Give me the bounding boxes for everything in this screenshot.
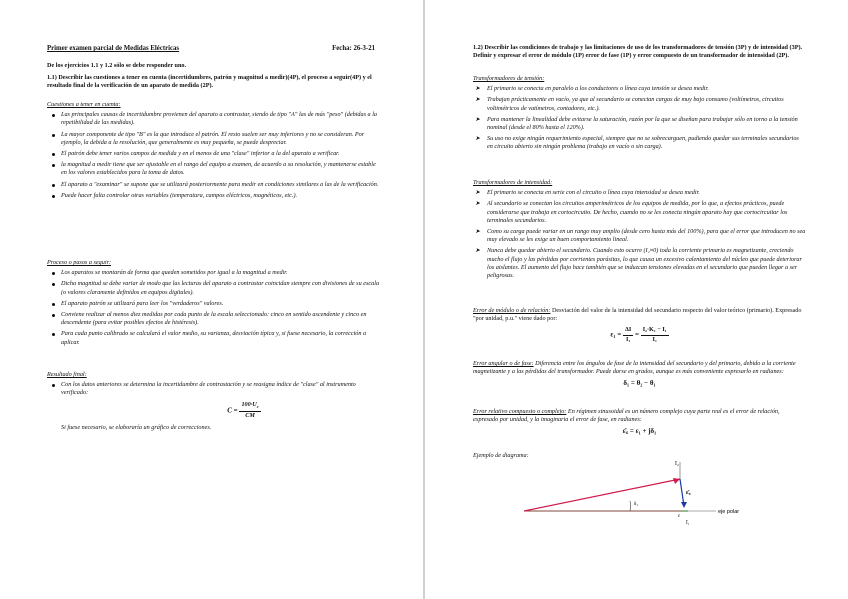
tension-list <box>473 85 806 151</box>
error-modulo-block <box>473 307 806 347</box>
formula-lhs: C = <box>227 406 238 415</box>
eq-compuesto: ε̄꜀ = ε₁ + jδ₁ <box>622 427 657 436</box>
label-delta: δ₁ <box>634 502 639 507</box>
list-item: ➤ Al secundario se conectan los circuitos amperimétricos de los equipos de medida, por lo que, a efectos prácticos, puede considerarse que trabaja en cortocircuito. De hecho, cuando no se les conecta ningún aparato hay que cortocircuitar los terminales secundarios. <box>473 200 806 225</box>
exam-title: Primer examen parcial de Medidas Eléctricas <box>47 45 180 52</box>
eq-f2-den: I₁ <box>652 335 657 343</box>
eq-f1-num: ΔI <box>623 326 633 335</box>
error-fase-title: Error angular o de fase: <box>473 360 534 367</box>
resultado-list <box>47 381 381 397</box>
section-cuestiones <box>47 98 381 203</box>
error-fase-text: Diferencia entre los ángulos de fase de la intensidad del secundario y del primario, debido a la corriente magnetizante y a las pérdidas del transformador. Puede darse en grados, aunque es más conveniente expresarlo en radianes: <box>473 360 796 376</box>
formula-fraction <box>239 401 260 421</box>
eq-modulo-frac2 <box>641 326 669 343</box>
list-item: El patrón debe tener varios campos de medida y en el menos de una "clase" inferior a la del aparato a verificar. <box>47 150 381 158</box>
phasor-i2 <box>524 479 680 511</box>
section-resultado <box>47 368 381 432</box>
list-item: ➤ Como su carga puede variar en un rango muy amplio (desde cero hasta más del 100%), para que el error que introducen no sea muy elevado se les exige un buen comportamiento lineal. <box>473 228 806 244</box>
phasor-epsc <box>680 479 684 506</box>
list-item: ➤ Para mantener la linealidad debe evitarse la saturación, razón por la que se diseñan para trabajar sólo en torno a la tensión nominal (desde el 80% hasta el 120%). <box>473 116 806 132</box>
list-item: Para cada punto calibrado se calculará el valor medio, su varianza, desviación típica y, si fuese necesario, la corrección a aplicar. <box>47 330 381 346</box>
section-cuestiones-title: Cuestiones a tener en cuenta: <box>47 101 121 108</box>
eq-modulo-frac1 <box>623 326 633 343</box>
intensidad-list <box>473 189 806 280</box>
error-compuesto-title: Error relativo compuesto o complejo: <box>473 408 567 415</box>
list-item: Con los datos anteriores se determina la incertidumbre de contrastación y se reasigna índice de "clase" al instrumento verificado: <box>47 381 381 397</box>
list-item: la magnitud a medir tiene que ser ajustable en el rango del equipo a examen, de acuerdo a su resolución, y mantenerse estable en los valores establecidos para la toma de datos. <box>47 161 381 177</box>
left-page <box>0 0 423 599</box>
list-item: ➤ Nunca debe quedar abierto el secundario. Cuando esto ocurre (I₂≈0) toda la corriente primaria es magnetizante, creciendo mucho el flujo y las pérdidas por corrientes parásitas, lo que causa un excesivo calentamiento del núcleo que puede deteriorar los aislantes. El aumento del flujo hace también que se induzcan tensiones elevadas en el secundario que pueden llegar a ser peligrosas. <box>473 247 806 280</box>
section-proceso-title: Proceso o pasos a seguir: <box>47 259 112 266</box>
eq-modulo: ε₁ = $\frac{\Delta I}{\text{I₁}}$ = $\frac{\text{I₂·K₁ − I₁}}{\text{I₁}}$ <box>610 326 667 343</box>
list-item: Dicha magnitud se debe variar de modo que las lecturas del aparato a contrastar coincidan siempre con divisiones de su escala (o valores claramente definidos en equipos digitales). <box>47 280 381 296</box>
list-item: Conviene realizar al menos diez medidas por cada punto de la escala seleccionado: cinco en sentido ascendente y cinco en descendente (para evitar posibles efectos de histéresis). <box>47 311 381 327</box>
diagram-title: Ejemplo de diagrama: <box>473 452 529 459</box>
section-resultado-title: Resultado final: <box>47 371 87 378</box>
phasor-epsc-arrowhead <box>681 502 687 508</box>
instruction: De los ejercicios 1.1 y 1.2 sólo se debe responder uno. <box>47 62 187 69</box>
eq-f1-den: I₁ <box>625 335 631 343</box>
section-proceso <box>47 256 381 350</box>
section-tension <box>473 72 806 155</box>
formula-den: CM <box>245 412 255 420</box>
list-item: El aparato patrón se utilizará para leer los "verdaderos" valores. <box>47 300 381 308</box>
eq-fase: δ₁ = θ₂ − θ₁ <box>623 379 656 388</box>
list-item: Las principales causas de incertidumbre provienen del aparato a contrastar, siendo de tipo "A" las de más "peso" (debidas a la repetibilidad de las medidas). <box>47 111 381 127</box>
error-modulo-title: Error de módulo o de relación: <box>473 307 551 314</box>
list-item: ➤ Su uso no exige ningún requerimiento especial, siempre que no se sobrecarguen, pudiendo quedar sus terminales secundarios en circuito abierto sin ningún problema (trabajo en vacío o sin carga). <box>473 135 806 151</box>
error-modulo-text: Desviación del valor de la intensidad del secundario respecto del valor teórico (primario). Expresado "por unidad, p.u." viene dado por: <box>473 307 802 323</box>
error-compuesto-text: En régimen sinusoidal es un número complejo cuya parte real es el error de relación, expresado por unidad, y la imaginaria el error de fase, en radianes: <box>473 408 780 424</box>
eq-modulo-lhs: ε₁ = <box>610 330 622 339</box>
eq-f2-num: I₂·K₁ − I₁ <box>641 326 669 335</box>
exam-header <box>47 45 375 52</box>
question-1-2: 1.2) Describir las condiciones de trabajo y las limitaciones de uso de los transformadores de tensión (3P) y de intensidad (3P). Definir y expresar el error de módulo (1P) error de fase (1P) y error compuesto de un transformador de intensidad (2P). <box>473 44 803 60</box>
phasor-diagram <box>510 458 770 528</box>
section-intensidad <box>473 176 806 283</box>
formula-num: 100·U <box>241 400 257 408</box>
section-intensidad-title: Transformadores de intensidad: <box>473 179 553 186</box>
label-eps: ε <box>678 514 681 519</box>
phasor-i2-arrowhead <box>673 478 680 484</box>
list-item: La mayor componente de tipo "B" es la que introduce el patrón. El resto suelen ser muy inferiores y no se consideran. Por ejemplo, la debida a la resolución, que generalmente es muy pequeña, se puede despreciar. <box>47 131 381 147</box>
label-i1: Ī₁ <box>686 521 690 526</box>
list-item: Los aparatos se montarán de forma que queden sometidos por igual a la magnitud a medir. <box>47 269 381 277</box>
list-item: El aparato a "examinar" se supone que se utilizará posteriormente para medir en condiciones similares a las de la verificación. <box>47 181 381 189</box>
list-item: ➤ El primario se conecta en serie con el circuito o línea cuya intensidad se desea medir. <box>473 189 806 197</box>
exam-date: Fecha: 26-3-21 <box>332 45 375 52</box>
label-epsc: ε̄꜀ <box>686 490 691 496</box>
formula-num-sub: c <box>256 403 259 409</box>
list-item: Puede hacer falta controlar otras variables (temperatura, campos eléctricos, magnéticos, etc.). <box>47 192 381 200</box>
cuestiones-list <box>47 111 381 200</box>
proceso-list <box>47 269 381 347</box>
label-axis: eje polar <box>718 509 740 515</box>
list-item: ➤ El primario se conecta en paralelo a los conductores o línea cuya tensión se desea medir. <box>473 85 806 93</box>
section-tension-title: Transformadores de tensión: <box>473 75 545 82</box>
formula-class <box>107 401 381 421</box>
list-item: ➤ Trabajan prácticamente en vacío, ya que al secundario se conectan cargas de muy bajo consumo (voltímetros, circuitos voltimétricos de vatímetros, contadores, etc.). <box>473 96 806 112</box>
error-fase-block <box>473 360 806 391</box>
label-i2: Ī₂ <box>675 461 679 467</box>
question-1-1: 1.1) Describir las cuestiones a tener en cuenta (incertidumbres, patrón y magnitud a medir)(4P), el proceso a seguir(4P) y el resultado final de la verificación de un aparato de medida (2P). <box>47 74 372 90</box>
closing-text: Si fuese necesario, se elaboraría un gráfico de correcciones. <box>61 424 212 432</box>
error-compuesto-block <box>473 408 806 439</box>
